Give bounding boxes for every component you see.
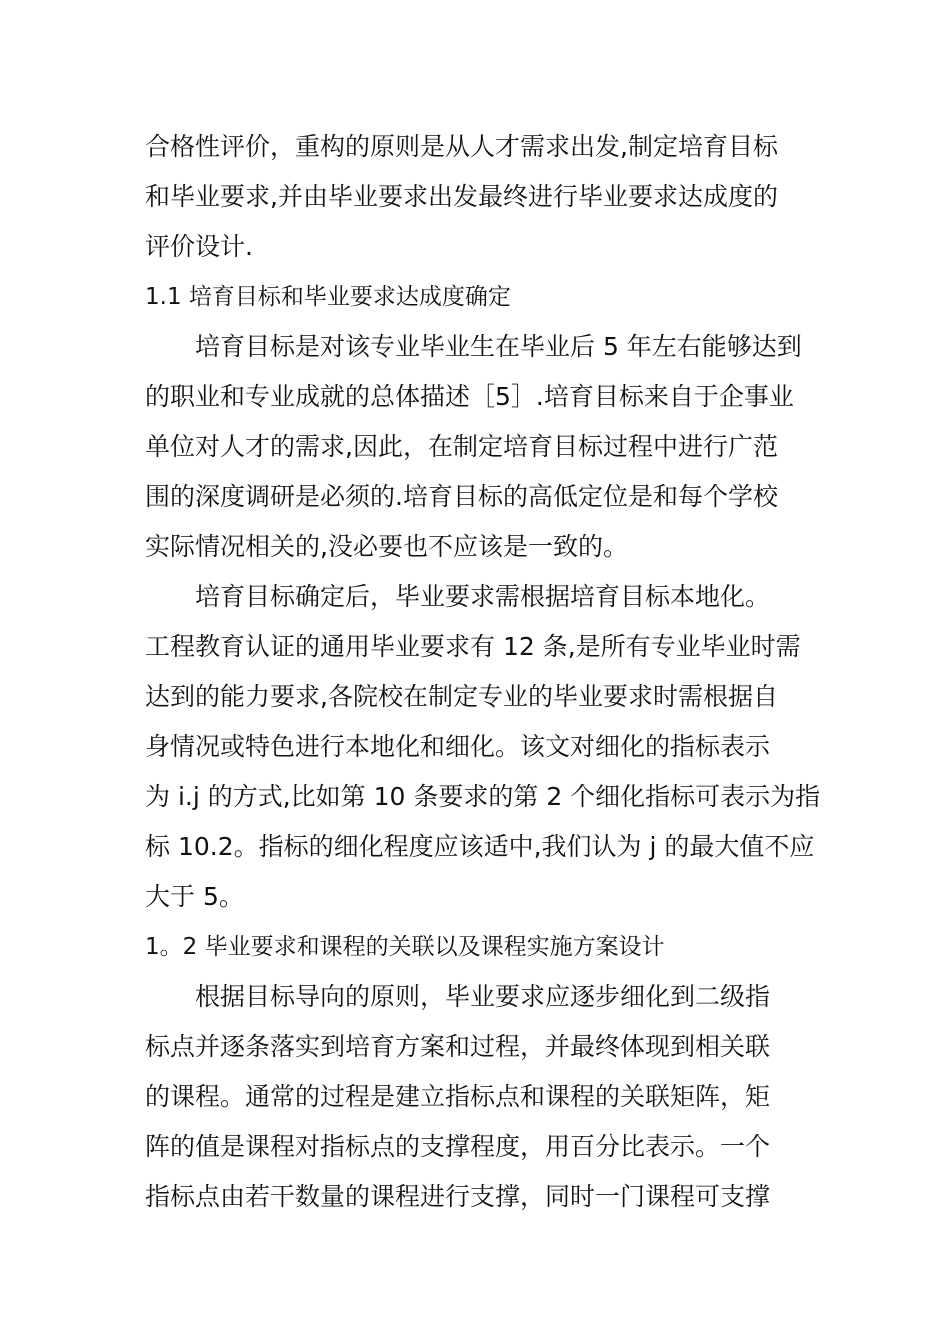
text-line: 实际情况相关的,没必要也不应该是一致的。 (145, 532, 628, 561)
text-line: 培育目标确定后，毕业要求需根据培育目标本地化。 (145, 582, 771, 611)
text-line: 达到的能力要求,各院校在制定专业的毕业要求时需根据自 (145, 682, 778, 711)
text-line: 为 i.j 的方式,比如第 10 条要求的第 2 个细化指标可表示为指 (145, 782, 821, 811)
text-line: 身情况或特色进行本地化和细化。该文对细化的指标表示 (145, 732, 771, 761)
text-line: 单位对人才的需求,因此，在制定培育目标过程中进行广范 (145, 432, 778, 461)
section-heading: 1.1 培育目标和毕业要求达成度确定 (145, 284, 511, 310)
text-line: 围的深度调研是必须的.培育目标的高低定位是和每个学校 (145, 482, 778, 511)
text-line: 根据目标导向的原则，毕业要求应逐步细化到二级指 (145, 982, 771, 1011)
text-line: 和毕业要求,并由毕业要求出发最终进行毕业要求达成度的 (145, 182, 778, 211)
text-line: 培育目标是对该专业毕业生在毕业后 5 年左右能够达到 (145, 332, 802, 361)
text-line: 评价设计. (145, 232, 253, 261)
text-line: 合格性评价，重构的原则是从人才需求出发,制定培育目标 (145, 132, 778, 161)
text-line: 标点并逐条落实到培育方案和过程，并最终体现到相关联 (145, 1032, 771, 1061)
text-line: 工程教育认证的通用毕业要求有 12 条,是所有专业毕业时需 (145, 632, 801, 661)
text-line: 的职业和专业成就的总体描述［5］.培育目标来自于企事业 (145, 382, 794, 411)
text-line: 的课程。通常的过程是建立指标点和课程的关联矩阵，矩 (145, 1082, 771, 1111)
text-line: 阵的值是课程对指标点的支撑程度，用百分比表示。一个 (145, 1132, 771, 1161)
document-page (145, 122, 821, 1222)
text-line: 大于 5。 (145, 882, 244, 911)
text-line: 标 10.2。指标的细化程度应该适中,我们认为 j 的最大值不应 (145, 832, 815, 861)
text-line: 指标点由若干数量的课程进行支撑，同时一门课程可支撑 (145, 1182, 771, 1211)
section-heading: 1。2 毕业要求和课程的关联以及课程实施方案设计 (145, 934, 665, 960)
